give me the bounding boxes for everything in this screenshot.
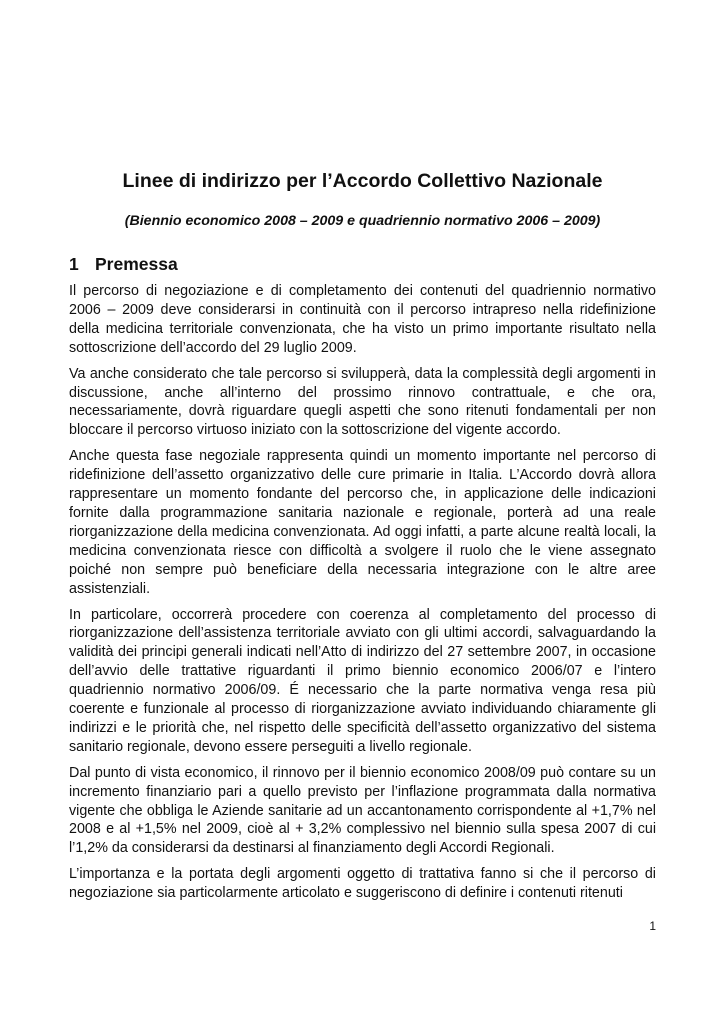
page-number: 1	[649, 919, 656, 933]
paragraph: Va anche considerato che tale percorso si svilupperà, data la complessità degli argomenti in discussione, anche all’interno del prossimo rinnovo contrattuale, e che ora, necessariamente, dovrà riguardare quegli aspetti che sono ritenuti fondamentali per non bloccare il percorso virtuoso iniziato con la sottoscrizione del vigente accordo.	[69, 365, 656, 439]
section-heading	[69, 253, 178, 275]
paragraph: Dal punto di vista economico, il rinnovo per il biennio economico 2008/09 può contare su un incremento finanziario pari a quello previsto per l’inflazione programmata dalla normativa vigente che obbliga le Aziende sanitarie ad un accantonamento corrispondente al +1,7% nel 2008 e al +1,5% nel 2009, cioè al + 3,2% complessivo nel biennio sulla spesa 2007 di cui l’1,2% da considerarsi da destinarsi al finanziamento degli Accordi Regionali.	[69, 764, 656, 857]
paragraph: Anche questa fase negoziale rappresenta quindi un momento importante nel percorso di ridefinizione dell’assetto organizzativo delle cure primarie in Italia. L’Accordo dovrà allora rappresentare un momento fondante del percorso che, in applicazione delle indicazioni fornite dalla programmazione sanitaria nazionale e regionale, porterà ad una reale riorganizzazione della medicina convenzionata. Ad oggi infatti, a parte alcune realtà locali, la medicina convenzionata riesce con difficoltà a svolgere il ruolo che le viene assegnato poiché non sempre può beneficiare della necessaria integrazione con le altre aree assistenziali.	[69, 448, 656, 597]
body-text	[69, 282, 656, 910]
document-subtitle: (Biennio economico 2008 – 2009 e quadriennio normativo 2006 – 2009)	[124, 213, 601, 229]
paragraph: L’importanza e la portata degli argomenti oggetto di trattativa fanno si che il percorso di negoziazione sia particolarmente articolato e suggeriscono di definire i contenuti ritenuti	[69, 866, 656, 902]
document-title: Linee di indirizzo per l’Accordo Collettivo Nazionale	[122, 170, 603, 192]
paragraph: Il percorso di negoziazione e di completamento dei contenuti del quadriennio normativo 2006 – 2009 deve considerarsi in continuità con il percorso intrapreso nella ridefinizione della medicina territoriale convenzionata, che ha visto un primo importante risultato nella sottoscrizione dell’accordo del 29 luglio 2009.	[69, 283, 656, 356]
paragraph: In particolare, occorrerà procedere con coerenza al completamento del processo di riorganizzazione dell’assistenza territoriale avviato con gli ultimi accordi, salvaguardando la validità dei principi generali indicati nell’Atto di indirizzo del 27 settembre 2007, in occasione dell’avvio delle trattative riguardanti il primo biennio economico 2006/07 e l’intero quadriennio normativo 2006/09. É necessario che la parte normativa venga resa più coerente e funzionale al processo di riorganizzazione avviato individuando chiaramente gli indirizzi e le priorità che, nel rispetto delle specificità dell’assetto organizzativo del sistema sanitario regionale, devono essere perseguiti a livello regionale.	[69, 606, 656, 755]
section-title: Premessa	[95, 254, 178, 274]
section-number: 1	[69, 254, 79, 274]
